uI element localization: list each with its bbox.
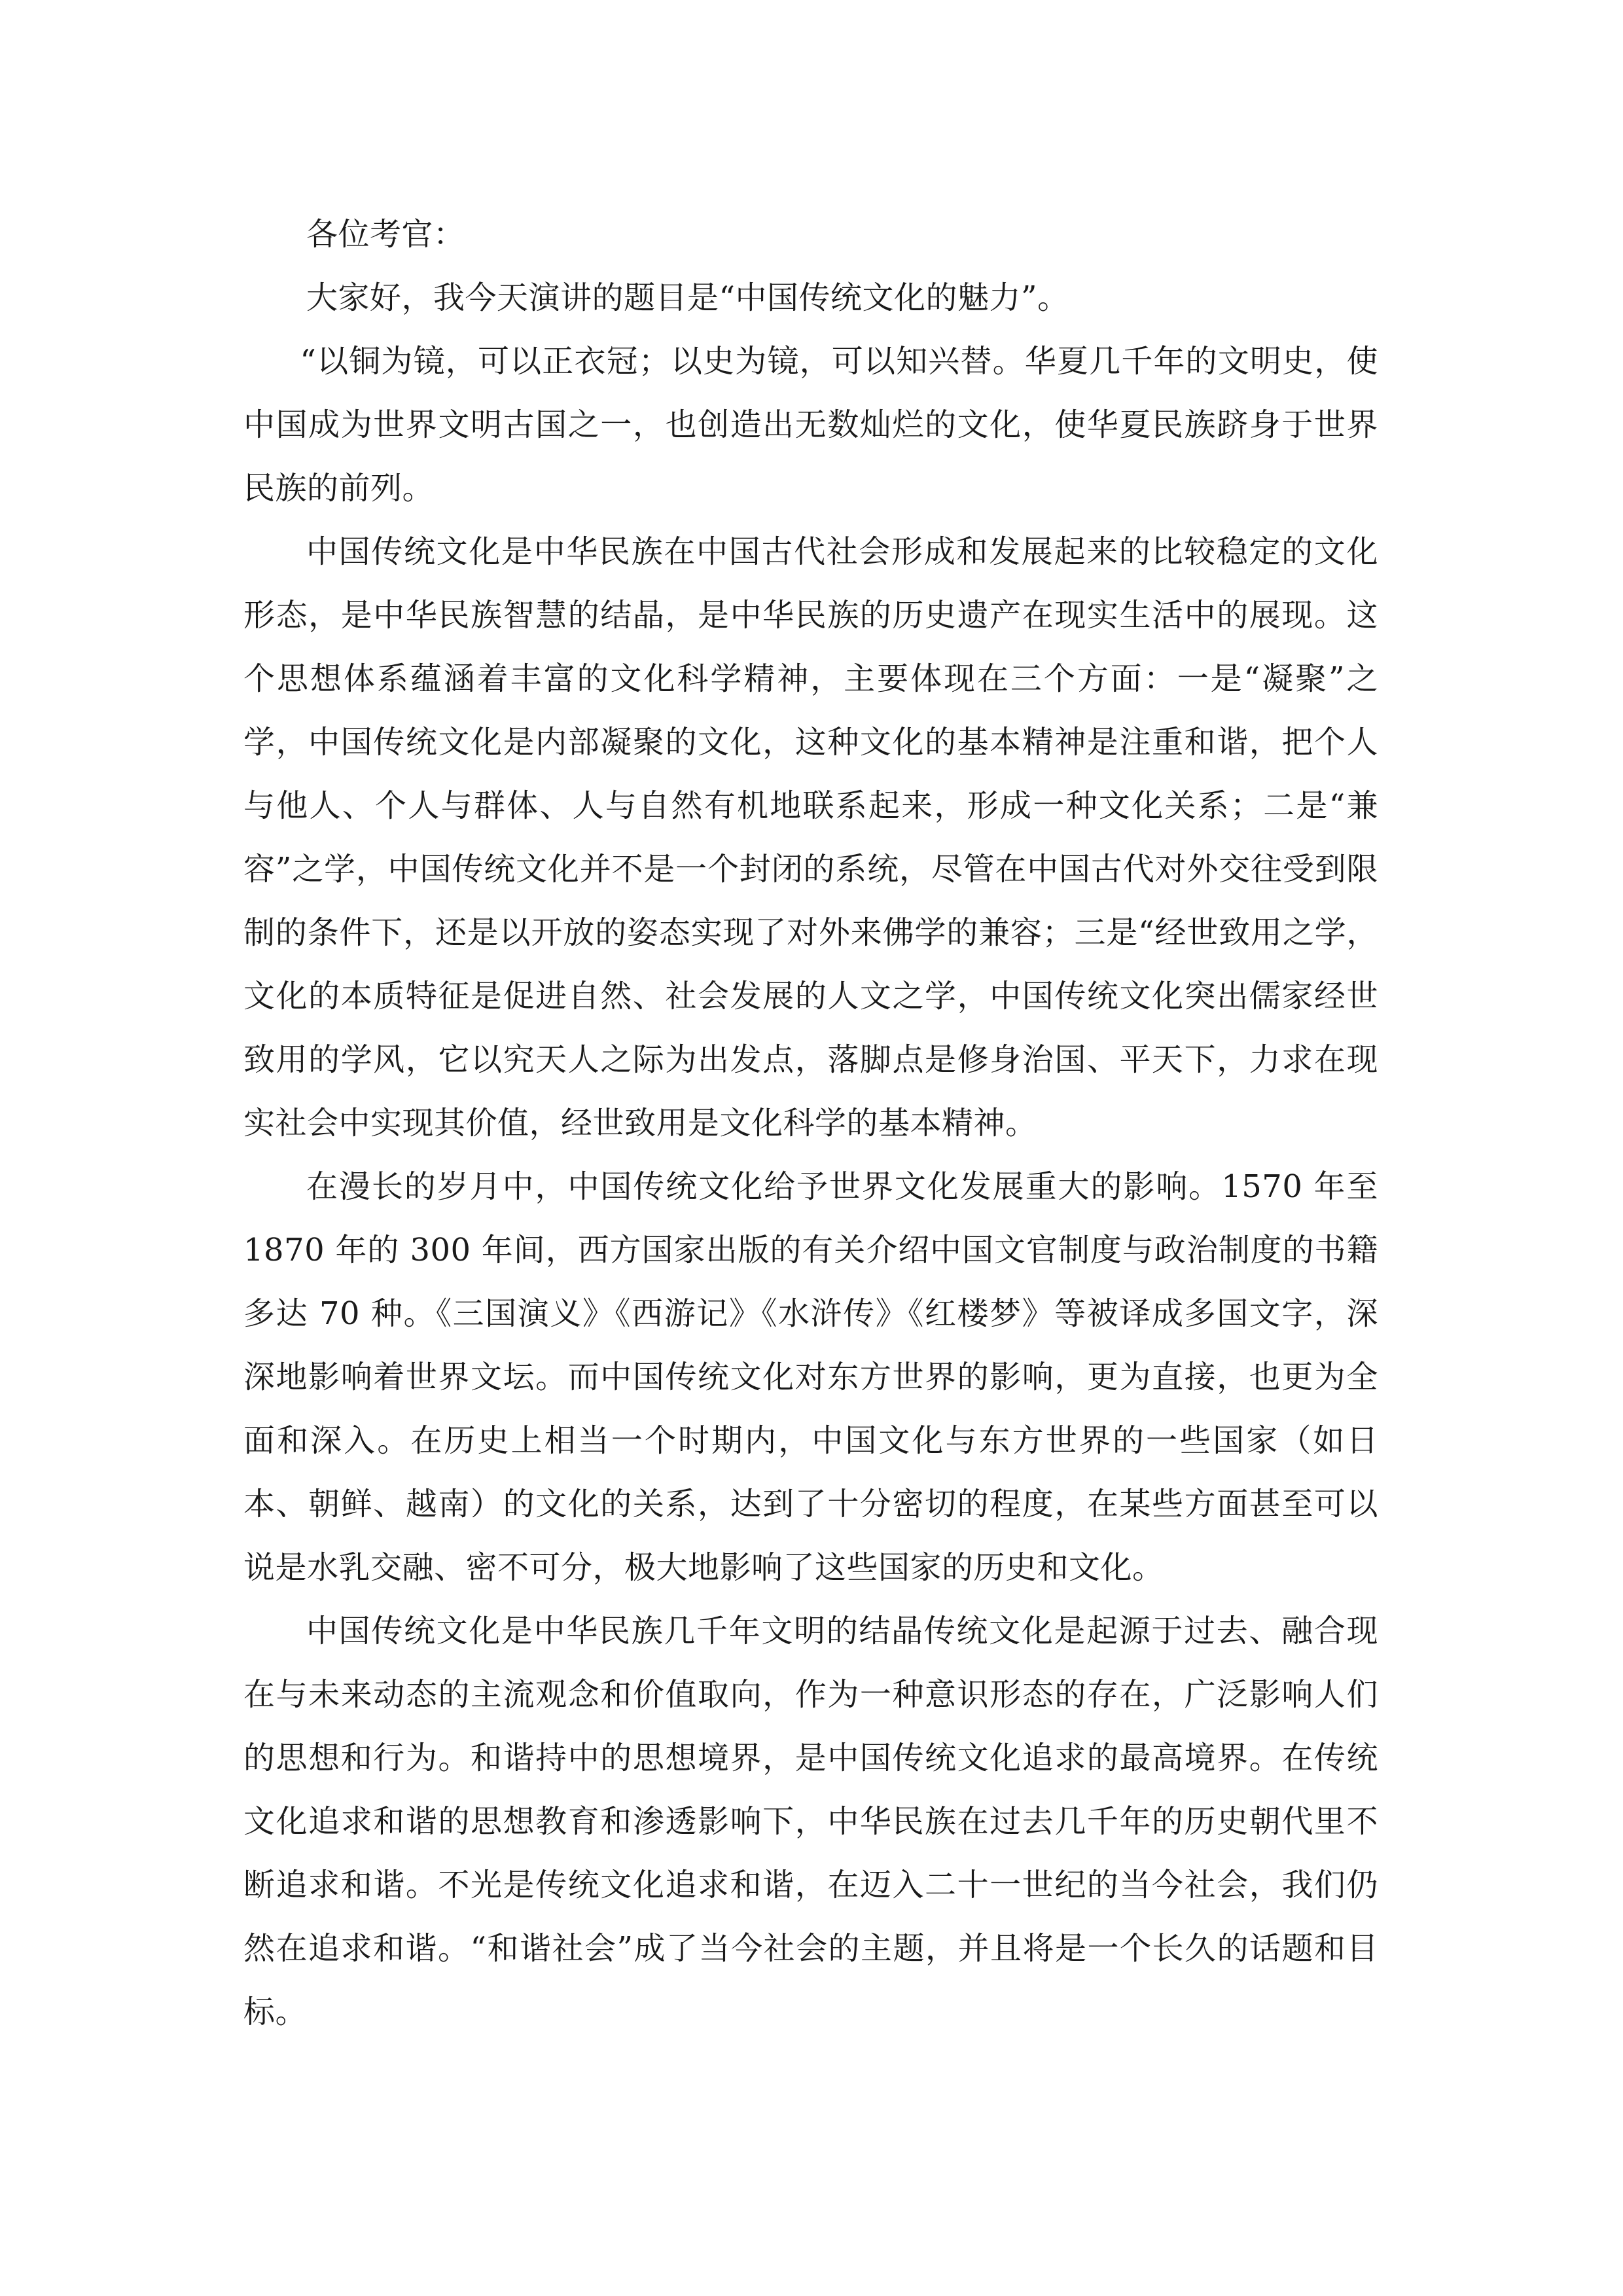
paragraph-quote: “以铜为镜，可以正衣冠；以史为镜，可以知兴替。华夏几千年的文明史，使中国成为世界文明古国之一，也创造出无数灿烂的文化，使华夏民族跻身于世界民族的前列。 <box>243 343 1378 507</box>
salutation: 各位考官： <box>306 216 465 253</box>
paragraph-harmony: 中国传统文化是中华民族几千年文明的结晶传统文化是起源于过去、融合现在与未来动态的主流观念和价值取向，作为一种意识形态的存在，广泛影响人们的思想和行为。和谐持中的思想境界，是中国传统文化追求的最高境界。在传统文化追求和谐的思想教育和渗透影响下，中华民族在过去几千年的历史朝代里不断追求和谐。不光是传统文化追求和谐，在迈入二十一世纪的当今社会，我们仍然在追求和谐。“和谐社会”成了当今社会的主题，并且将是一个长久的话题和目标。 <box>243 1613 1378 2030</box>
paragraph-intro: 大家好，我今天演讲的题目是“中国传统文化的魅力”。 <box>306 279 1069 316</box>
paragraph-culture-definition: 中国传统文化是中华民族在中国古代社会形成和发展起来的比较稳定的文化形态，是中华民族智慧的结晶，是中华民族的历史遗产在现实生活中的展现。这个思想体系蕴涵着丰富的文化科学精神，主要体现在三个方面：一是“凝聚”之学，中国传统文化是内部凝聚的文化，这种文化的基本精神是注重和谐，把个人与他人、个人与群体、人与自然有机地联系起来，形成一种文化关系；二是“兼容”之学，中国传统文化并不是一个封闭的系统，尽管在中国古代对外交往受到限制的条件下，还是以开放的姿态实现了对外来佛学的兼容；三是“经世致用之学，文化的本质特征是促进自然、社会发展的人文之学，中国传统文化突出儒家经世致用的学风，它以究天人之际为出发点，落脚点是修身治国、平天下，力求在现实社会中实现其价值，经世致用是文化科学的基本精神。 <box>243 533 1378 1141</box>
speech-body <box>243 203 1378 2044</box>
paragraph-world-influence: 在漫长的岁月中，中国传统文化给予世界文化发展重大的影响。1570 年至 1870 年的 300 年间，西方国家出版的有关介绍中国文官制度与政治制度的书籍多达 70 种。《三国演义》《西游记》《水浒传》《红楼梦》等被译成多国文字，深深地影响着世界文坛。而中国传统文化对东方世界的影响，更为直接，也更为全面和深入。在历史上相当一个时期内，中国文化与东方世界的一些国家（如日本、朝鲜、越南）的文化的关系，达到了十分密切的程度，在某些方面甚至可以说是水乳交融、密不可分，极大地影响了这些国家的历史和文化。 <box>243 1168 1378 1586</box>
